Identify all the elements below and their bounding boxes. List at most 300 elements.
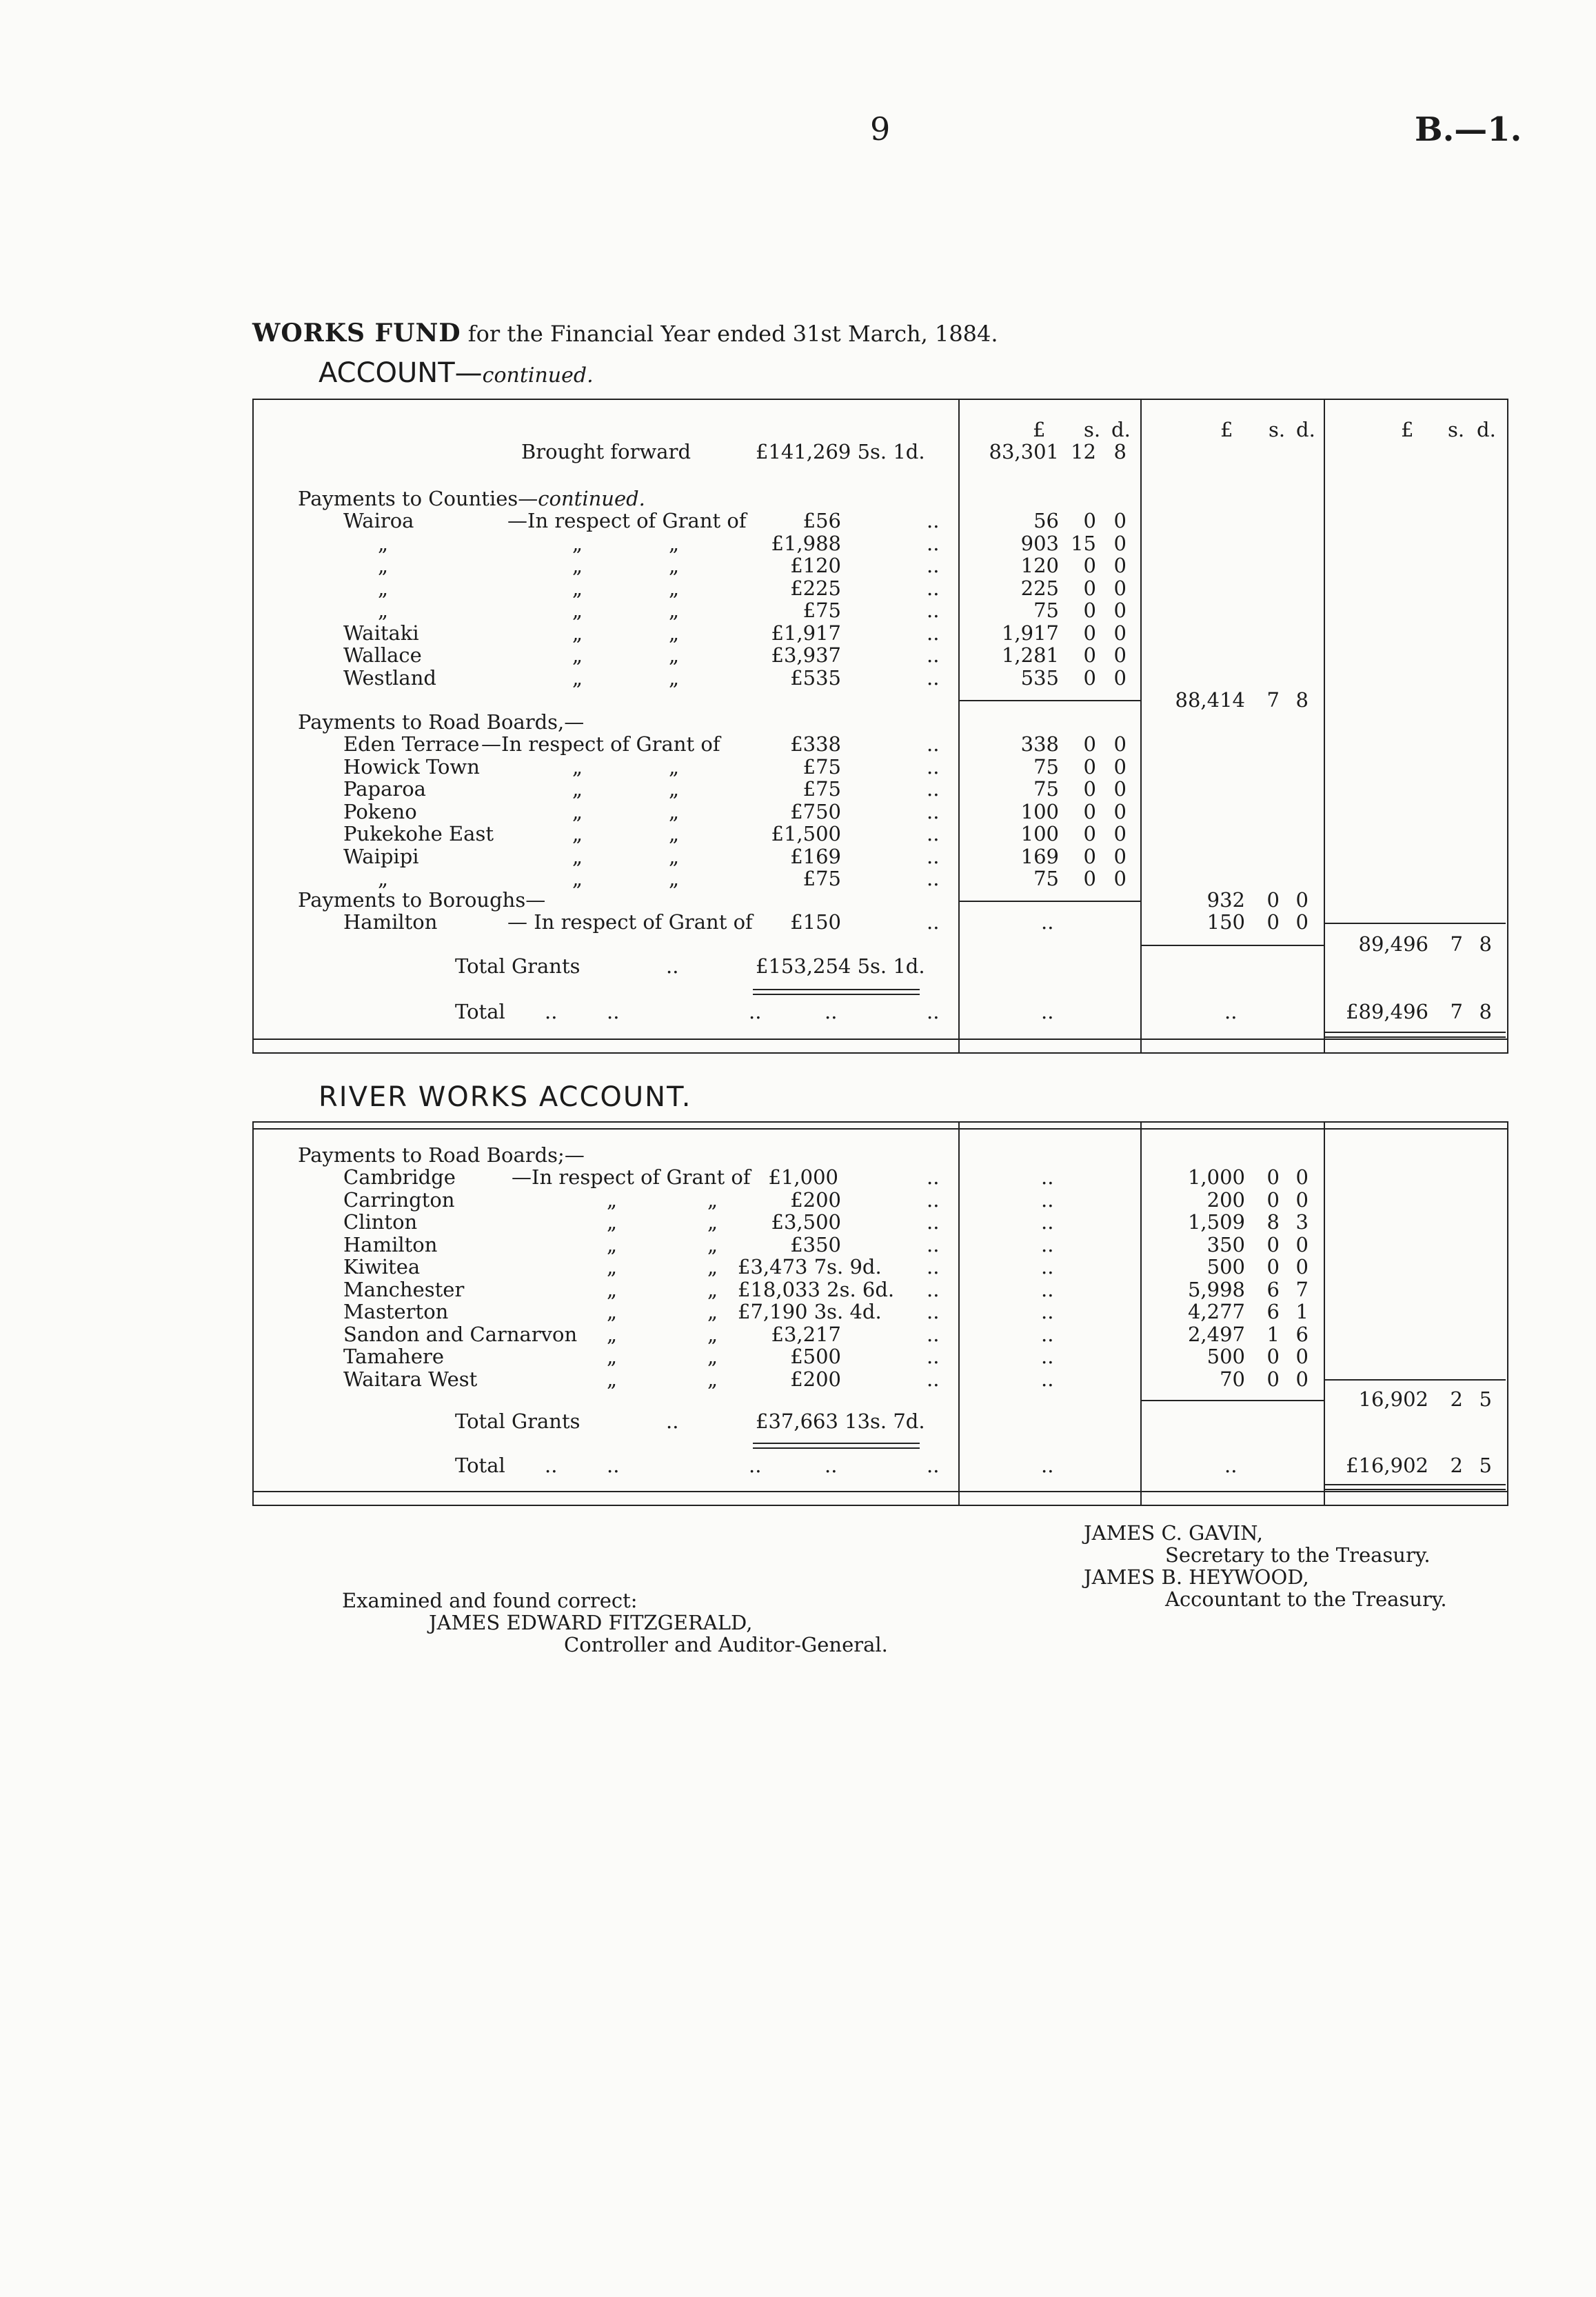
counties-row-pence: 0 [1113,599,1127,622]
boroughs-row-name: Hamilton [343,910,438,934]
river-row-grant: £18,033 2s. 6d. [738,1278,895,1301]
boroughs-row-grant: £150 [790,910,841,934]
counties-subtotal-rule [960,700,1140,701]
road-boards-row-shillings: 0 [1083,822,1096,845]
col4-pence-header: d. [1477,418,1496,441]
counties-row-name: Westland [343,666,436,690]
river-total-leader-dots: .. [545,1454,558,1477]
road-boards-row-pounds: 75 [1033,777,1059,801]
counties-row-grant: £1,988 [771,532,841,555]
counties-row-ditto: „ [669,621,680,645]
boroughs-row-pounds: 150 [1206,910,1245,934]
river-grand-shillings: 2 [1450,1387,1463,1411]
fund-title-bold: WORKS FUND [252,319,461,348]
counties-row-grant-phrase: „ [572,599,583,622]
road-boards-row-ditto: „ [669,845,680,868]
counties-subtotal-pounds: 88,414 [1175,688,1245,712]
road-boards-row-pounds: 338 [1020,732,1059,756]
examined-note: Examined and found correct: [342,1589,638,1612]
account-heading [319,357,594,389]
river-row-dots: .. [927,1300,940,1323]
counties-row-grant-phrase: —In respect of Grant of [507,509,747,532]
river-row-name: Clinton [343,1210,418,1234]
road-boards-row-ditto: „ [669,755,680,779]
total-grants-value: £153,254 5s. 1d. [756,954,925,978]
road-boards-subtotal-shillings: 0 [1266,888,1280,912]
river-row-pence: 0 [1295,1233,1309,1256]
river-row-pounds: 200 [1206,1188,1245,1212]
account-col-divider [958,399,960,1052]
river-row-pounds: 5,998 [1187,1278,1245,1301]
river-grand-pence: 5 [1479,1387,1492,1411]
river-row-pence: 0 [1295,1255,1309,1278]
boroughs-row-col2-dots: .. [1041,910,1054,934]
col2-pound-header: £ [1033,418,1046,441]
river-row-pounds: 500 [1206,1255,1245,1278]
river-total-shillings: 2 [1450,1454,1463,1477]
river-row-grant: £200 [790,1367,841,1391]
counties-row-ditto: „ [669,532,680,555]
river-row-col2-dots: .. [1041,1278,1054,1301]
road-boards-row-grant: £75 [802,777,841,801]
counties-row-ditto: „ [669,666,680,690]
river-row-shillings: 0 [1266,1188,1280,1212]
road-boards-row-pence: 0 [1113,867,1127,890]
total-leader-dots: .. [545,1000,558,1023]
col2-shilling-header: s. [1084,418,1101,441]
road-boards-row-pence: 0 [1113,822,1127,845]
river-row-grant: £500 [790,1345,841,1368]
secretary-title: Secretary to the Treasury. [1165,1543,1431,1567]
counties-row-grant-phrase: „ [572,554,583,577]
river-row-ditto: „ [707,1300,718,1323]
counties-row-pence: 0 [1113,532,1127,555]
account-col-divider [1140,399,1142,1052]
river-row-shillings: 0 [1266,1165,1280,1189]
road-boards-row-grant-phrase: „ [572,755,583,779]
road-boards-row-pounds: 100 [1020,800,1059,823]
road-boards-row-pence: 0 [1113,800,1127,823]
counties-row-shillings: 0 [1083,554,1096,577]
counties-row-pence: 0 [1113,643,1127,667]
road-boards-subtotal-pounds: 932 [1206,888,1245,912]
counties-row-dots: .. [927,621,940,645]
river-row-ditto: „ [607,1233,618,1256]
section-heading-counties-text: Payments to Counties— [298,487,538,510]
counties-row-grant: £75 [802,599,841,622]
road-boards-row-ditto: „ [669,800,680,823]
counties-row-pence: 0 [1113,621,1127,645]
col4-shilling-header: s. [1448,418,1465,441]
fund-title-rest: for the Financial Year ended 31st March, 1884. [461,321,998,347]
counties-row-pounds: 535 [1020,666,1059,690]
road-boards-row-shillings: 0 [1083,732,1096,756]
counties-row-name: „ [378,576,389,600]
river-total-leader-dots: .. [607,1454,620,1477]
counties-row-grant: £56 [802,509,841,532]
river-row-dots: .. [927,1367,940,1391]
river-row-name: Tamahere [343,1345,445,1368]
river-row-name: Carrington [343,1188,455,1212]
river-total-double-rule [1325,1484,1506,1490]
counties-row-ditto: „ [669,576,680,600]
road-boards-row-grant-phrase: —In respect of Grant of [481,732,720,756]
river-row-ditto: „ [607,1278,618,1301]
river-row-pence: 0 [1295,1345,1309,1368]
river-row-pence: 0 [1295,1165,1309,1189]
secretary-name: JAMES C. GAVIN, [1084,1521,1263,1545]
river-row-dots: .. [927,1233,940,1256]
account-total-shillings: 7 [1450,1000,1463,1023]
river-row-pounds: 1,000 [1187,1165,1245,1189]
counties-row-pounds: 1,917 [1001,621,1059,645]
auditor-title: Controller and Auditor-General. [564,1633,888,1656]
counties-row-ditto: „ [669,554,680,577]
river-row-col2-dots: .. [1041,1233,1054,1256]
brought-forward-pence: 8 [1113,440,1127,463]
river-row-dots: .. [927,1255,940,1278]
river-bottom-rule [252,1491,1507,1492]
counties-row-pounds: 903 [1020,532,1059,555]
river-row-ditto: „ [707,1255,718,1278]
counties-row-pence: 0 [1113,666,1127,690]
total-label: Total [455,1000,505,1023]
road-boards-row-pounds: 75 [1033,755,1059,779]
counties-row-dots: .. [927,599,940,622]
auditor-name: JAMES EDWARD FITZGERALD, [429,1611,753,1634]
counties-row-pounds: 75 [1033,599,1059,622]
river-row-shillings: 0 [1266,1367,1280,1391]
river-row-ditto: „ [607,1255,618,1278]
road-boards-subtotal-rule [960,901,1140,902]
counties-row-name: „ [378,554,389,577]
river-row-ditto: „ [607,1323,618,1346]
road-boards-row-name: Eden Terrace [343,732,480,756]
section-heading-counties-italic: continued. [538,487,645,510]
counties-subtotal-shillings: 7 [1266,688,1280,712]
river-total-leader-dots: .. [1224,1454,1238,1477]
river-total-grants-double-rule [753,1443,920,1449]
road-boards-row-shillings: 0 [1083,867,1096,890]
river-row-name: Masterton [343,1300,449,1323]
counties-row-dots: .. [927,554,940,577]
river-row-pounds: 350 [1206,1233,1245,1256]
river-row-ditto: „ [707,1278,718,1301]
river-row-col2-dots: .. [1041,1300,1054,1323]
river-row-pence: 0 [1295,1188,1309,1212]
road-boards-row-dots: .. [927,800,940,823]
account-total-double-rule [1325,1032,1506,1038]
counties-row-ditto: „ [669,643,680,667]
road-boards-row-grant: £75 [802,755,841,779]
river-row-name: Sandon and Carnarvon [343,1323,578,1346]
road-boards-row-grant: £169 [790,845,841,868]
boroughs-row-grant-phrase: — In respect of Grant of [507,910,753,934]
counties-row-grant-phrase: „ [572,576,583,600]
river-row-dots: .. [927,1323,940,1346]
counties-row-grant: £225 [790,576,841,600]
section-heading-counties [298,487,645,510]
page-number: 9 [870,110,891,148]
col3-total-rule [1142,945,1324,946]
road-boards-row-dots: .. [927,755,940,779]
account-grand-shillings: 7 [1450,932,1463,956]
river-row-dots: .. [927,1278,940,1301]
road-boards-row-dots: .. [927,732,940,756]
river-total-leader-dots: .. [927,1454,940,1477]
river-row-ditto: „ [607,1188,618,1212]
counties-row-grant: £120 [790,554,841,577]
counties-row-grant: £1,917 [771,621,841,645]
boroughs-row-dots: .. [927,910,940,934]
counties-row-name: Wairoa [343,509,414,532]
section-heading-road-boards: Payments to Road Boards,— [298,710,585,734]
counties-row-grant: £535 [790,666,841,690]
brought-forward-shillings: 12 [1071,440,1096,463]
total-leader-dots: .. [607,1000,620,1023]
counties-row-name: Wallace [343,643,422,667]
river-row-pence: 6 [1295,1323,1309,1346]
account-heading-main: ACCOUNT— [319,357,483,389]
river-row-pounds: 1,509 [1187,1210,1245,1234]
accountant-name: JAMES B. HEYWOOD, [1084,1565,1309,1589]
river-total-label: Total [455,1454,505,1477]
river-col-divider [1324,1121,1325,1505]
road-boards-row-name: Paparoa [343,777,426,801]
road-boards-row-dots: .. [927,845,940,868]
river-row-grant: £7,190 3s. 4d. [738,1300,882,1323]
river-row-grant: £200 [790,1188,841,1212]
river-col-divider [1140,1121,1142,1505]
counties-row-name: Waitaki [343,621,419,645]
counties-row-shillings: 0 [1083,599,1096,622]
river-row-grant-phrase: —In respect of Grant of [512,1165,751,1189]
counties-row-grant-phrase: „ [572,532,583,555]
river-row-shillings: 8 [1266,1210,1280,1234]
river-row-shillings: 0 [1266,1255,1280,1278]
counties-row-shillings: 0 [1083,643,1096,667]
river-col3-total-rule [1142,1400,1324,1401]
total-grants-label: Total Grants [455,954,580,978]
counties-row-pence: 0 [1113,554,1127,577]
road-boards-row-pence: 0 [1113,777,1127,801]
road-boards-row-shillings: 0 [1083,800,1096,823]
counties-row-name: „ [378,532,389,555]
road-boards-row-grant-phrase: „ [572,867,583,890]
counties-row-dots: .. [927,532,940,555]
account-bottom-rule [252,1039,1507,1040]
brought-forward-pounds: 83,301 [989,440,1059,463]
river-total-leader-dots: .. [825,1454,838,1477]
col3-pound-header: £ [1220,418,1233,441]
counties-row-shillings: 15 [1071,532,1096,555]
river-row-name: Hamilton [343,1233,438,1256]
counties-row-dots: .. [927,666,940,690]
river-total-pounds: £16,902 [1346,1454,1428,1477]
river-row-ditto: „ [707,1233,718,1256]
road-boards-row-name: Pokeno [343,800,417,823]
section-heading-boroughs: Payments to Boroughs— [298,888,546,912]
counties-row-shillings: 0 [1083,509,1096,532]
col4-pound-header: £ [1401,418,1414,441]
road-boards-row-pence: 0 [1113,732,1127,756]
river-total-grants-value: £37,663 13s. 7d. [756,1410,925,1433]
counties-row-ditto: „ [669,599,680,622]
river-row-ditto: „ [707,1210,718,1234]
fund-title [252,319,998,348]
total-leader-dots: .. [927,1000,940,1023]
river-row-pence: 0 [1295,1367,1309,1391]
road-boards-row-grant: £1,500 [771,822,841,845]
river-row-grant: £3,217 [771,1323,841,1346]
counties-row-grant-phrase: „ [572,643,583,667]
col4-grand-rule [1325,923,1506,924]
road-boards-row-pence: 0 [1113,755,1127,779]
road-boards-row-pounds: 75 [1033,867,1059,890]
river-row-dots: .. [927,1210,940,1234]
road-boards-row-dots: .. [927,822,940,845]
col2-pence-header: d. [1111,418,1131,441]
river-row-col2-dots: .. [1041,1188,1054,1212]
total-leader-dots: .. [1041,1000,1054,1023]
road-boards-row-dots: .. [927,777,940,801]
road-boards-row-pence: 0 [1113,845,1127,868]
road-boards-row-grant: £338 [790,732,841,756]
river-total-grants-dots: .. [666,1410,679,1433]
road-boards-row-name: Pukekohe East [343,822,494,845]
road-boards-row-grant-phrase: „ [572,800,583,823]
river-row-grant: £1,000 [768,1165,838,1189]
river-row-pence: 3 [1295,1210,1309,1234]
river-row-shillings: 6 [1266,1278,1280,1301]
road-boards-row-shillings: 0 [1083,777,1096,801]
counties-row-dots: .. [927,576,940,600]
river-row-shillings: 0 [1266,1233,1280,1256]
river-total-pence: 5 [1479,1454,1492,1477]
road-boards-row-name: „ [378,867,389,890]
river-row-dots: .. [927,1165,940,1189]
total-grants-double-rule [753,989,920,995]
river-top-rule [252,1128,1507,1130]
counties-row-shillings: 0 [1083,621,1096,645]
document-reference: B.—1. [1415,110,1522,149]
total-leader-dots: .. [749,1000,762,1023]
counties-row-pounds: 120 [1020,554,1059,577]
road-boards-row-shillings: 0 [1083,755,1096,779]
counties-row-shillings: 0 [1083,576,1096,600]
total-leader-dots: .. [825,1000,838,1023]
counties-row-grant: £3,937 [771,643,841,667]
river-row-ditto: „ [607,1300,618,1323]
col3-shilling-header: s. [1269,418,1286,441]
road-boards-row-ditto: „ [669,777,680,801]
road-boards-row-name: Waipipi [343,845,419,868]
river-row-grant: £3,473 7s. 9d. [738,1255,882,1278]
account-heading-italic: continued. [482,363,594,388]
road-boards-row-grant-phrase: „ [572,822,583,845]
road-boards-row-dots: .. [927,867,940,890]
road-boards-row-grant: £750 [790,800,841,823]
river-row-name: Manchester [343,1278,465,1301]
counties-row-dots: .. [927,509,940,532]
road-boards-row-grant-phrase: „ [572,777,583,801]
road-boards-row-ditto: „ [669,822,680,845]
river-row-ditto: „ [707,1323,718,1346]
counties-row-pence: 0 [1113,509,1127,532]
river-row-shillings: 1 [1266,1323,1280,1346]
counties-row-grant-phrase: „ [572,666,583,690]
counties-row-pence: 0 [1113,576,1127,600]
account-grand-pounds: 89,496 [1358,932,1428,956]
counties-row-dots: .. [927,643,940,667]
river-row-pence: 7 [1295,1278,1309,1301]
river-works-heading: RIVER WORKS ACCOUNT. [319,1081,692,1113]
counties-row-name: „ [378,599,389,622]
total-grants-dots: .. [666,954,679,978]
road-boards-row-name: Howick Town [343,755,480,779]
boroughs-row-shillings: 0 [1266,910,1280,934]
road-boards-row-pounds: 169 [1020,845,1059,868]
river-section-heading: Payments to Road Boards;— [298,1143,585,1167]
river-row-ditto: „ [607,1345,618,1368]
river-row-ditto: „ [707,1188,718,1212]
river-col-divider [958,1121,960,1505]
road-boards-row-grant-phrase: „ [572,845,583,868]
river-row-name: Cambridge [343,1165,456,1189]
account-total-pence: 8 [1479,1000,1492,1023]
river-row-col2-dots: .. [1041,1367,1054,1391]
river-row-col2-dots: .. [1041,1210,1054,1234]
total-leader-dots: .. [1224,1000,1238,1023]
boroughs-row-pence: 0 [1295,910,1309,934]
road-boards-row-ditto: „ [669,867,680,890]
river-row-pounds: 4,277 [1187,1300,1245,1323]
counties-row-pounds: 56 [1033,509,1059,532]
river-row-col2-dots: .. [1041,1165,1054,1189]
river-row-ditto: „ [607,1210,618,1234]
counties-subtotal-pence: 8 [1295,688,1309,712]
brought-forward-label: Brought forward [521,440,691,463]
river-grand-pounds: 16,902 [1358,1387,1428,1411]
river-row-ditto: „ [707,1367,718,1391]
river-row-col2-dots: .. [1041,1345,1054,1368]
river-row-pounds: 70 [1220,1367,1245,1391]
account-total-pounds: £89,496 [1346,1000,1428,1023]
river-row-ditto: „ [707,1345,718,1368]
counties-row-grant-phrase: „ [572,621,583,645]
river-row-shillings: 6 [1266,1300,1280,1323]
road-boards-subtotal-pence: 0 [1295,888,1309,912]
river-row-ditto: „ [607,1367,618,1391]
counties-row-shillings: 0 [1083,666,1096,690]
river-row-col2-dots: .. [1041,1323,1054,1346]
river-row-name: Waitara West [343,1367,478,1391]
account-col-divider [1324,399,1325,1052]
counties-row-pounds: 225 [1020,576,1059,600]
river-row-col2-dots: .. [1041,1255,1054,1278]
account-grand-pence: 8 [1479,932,1492,956]
col3-pence-header: d. [1296,418,1315,441]
river-row-shillings: 0 [1266,1345,1280,1368]
brought-forward-grant: £141,269 5s. 1d. [756,440,925,463]
river-total-leader-dots: .. [749,1454,762,1477]
river-row-grant: £3,500 [771,1210,841,1234]
river-row-dots: .. [927,1188,940,1212]
accountant-title: Accountant to the Treasury. [1165,1587,1447,1611]
counties-row-pounds: 1,281 [1001,643,1059,667]
road-boards-row-shillings: 0 [1083,845,1096,868]
river-row-pounds: 500 [1206,1345,1245,1368]
